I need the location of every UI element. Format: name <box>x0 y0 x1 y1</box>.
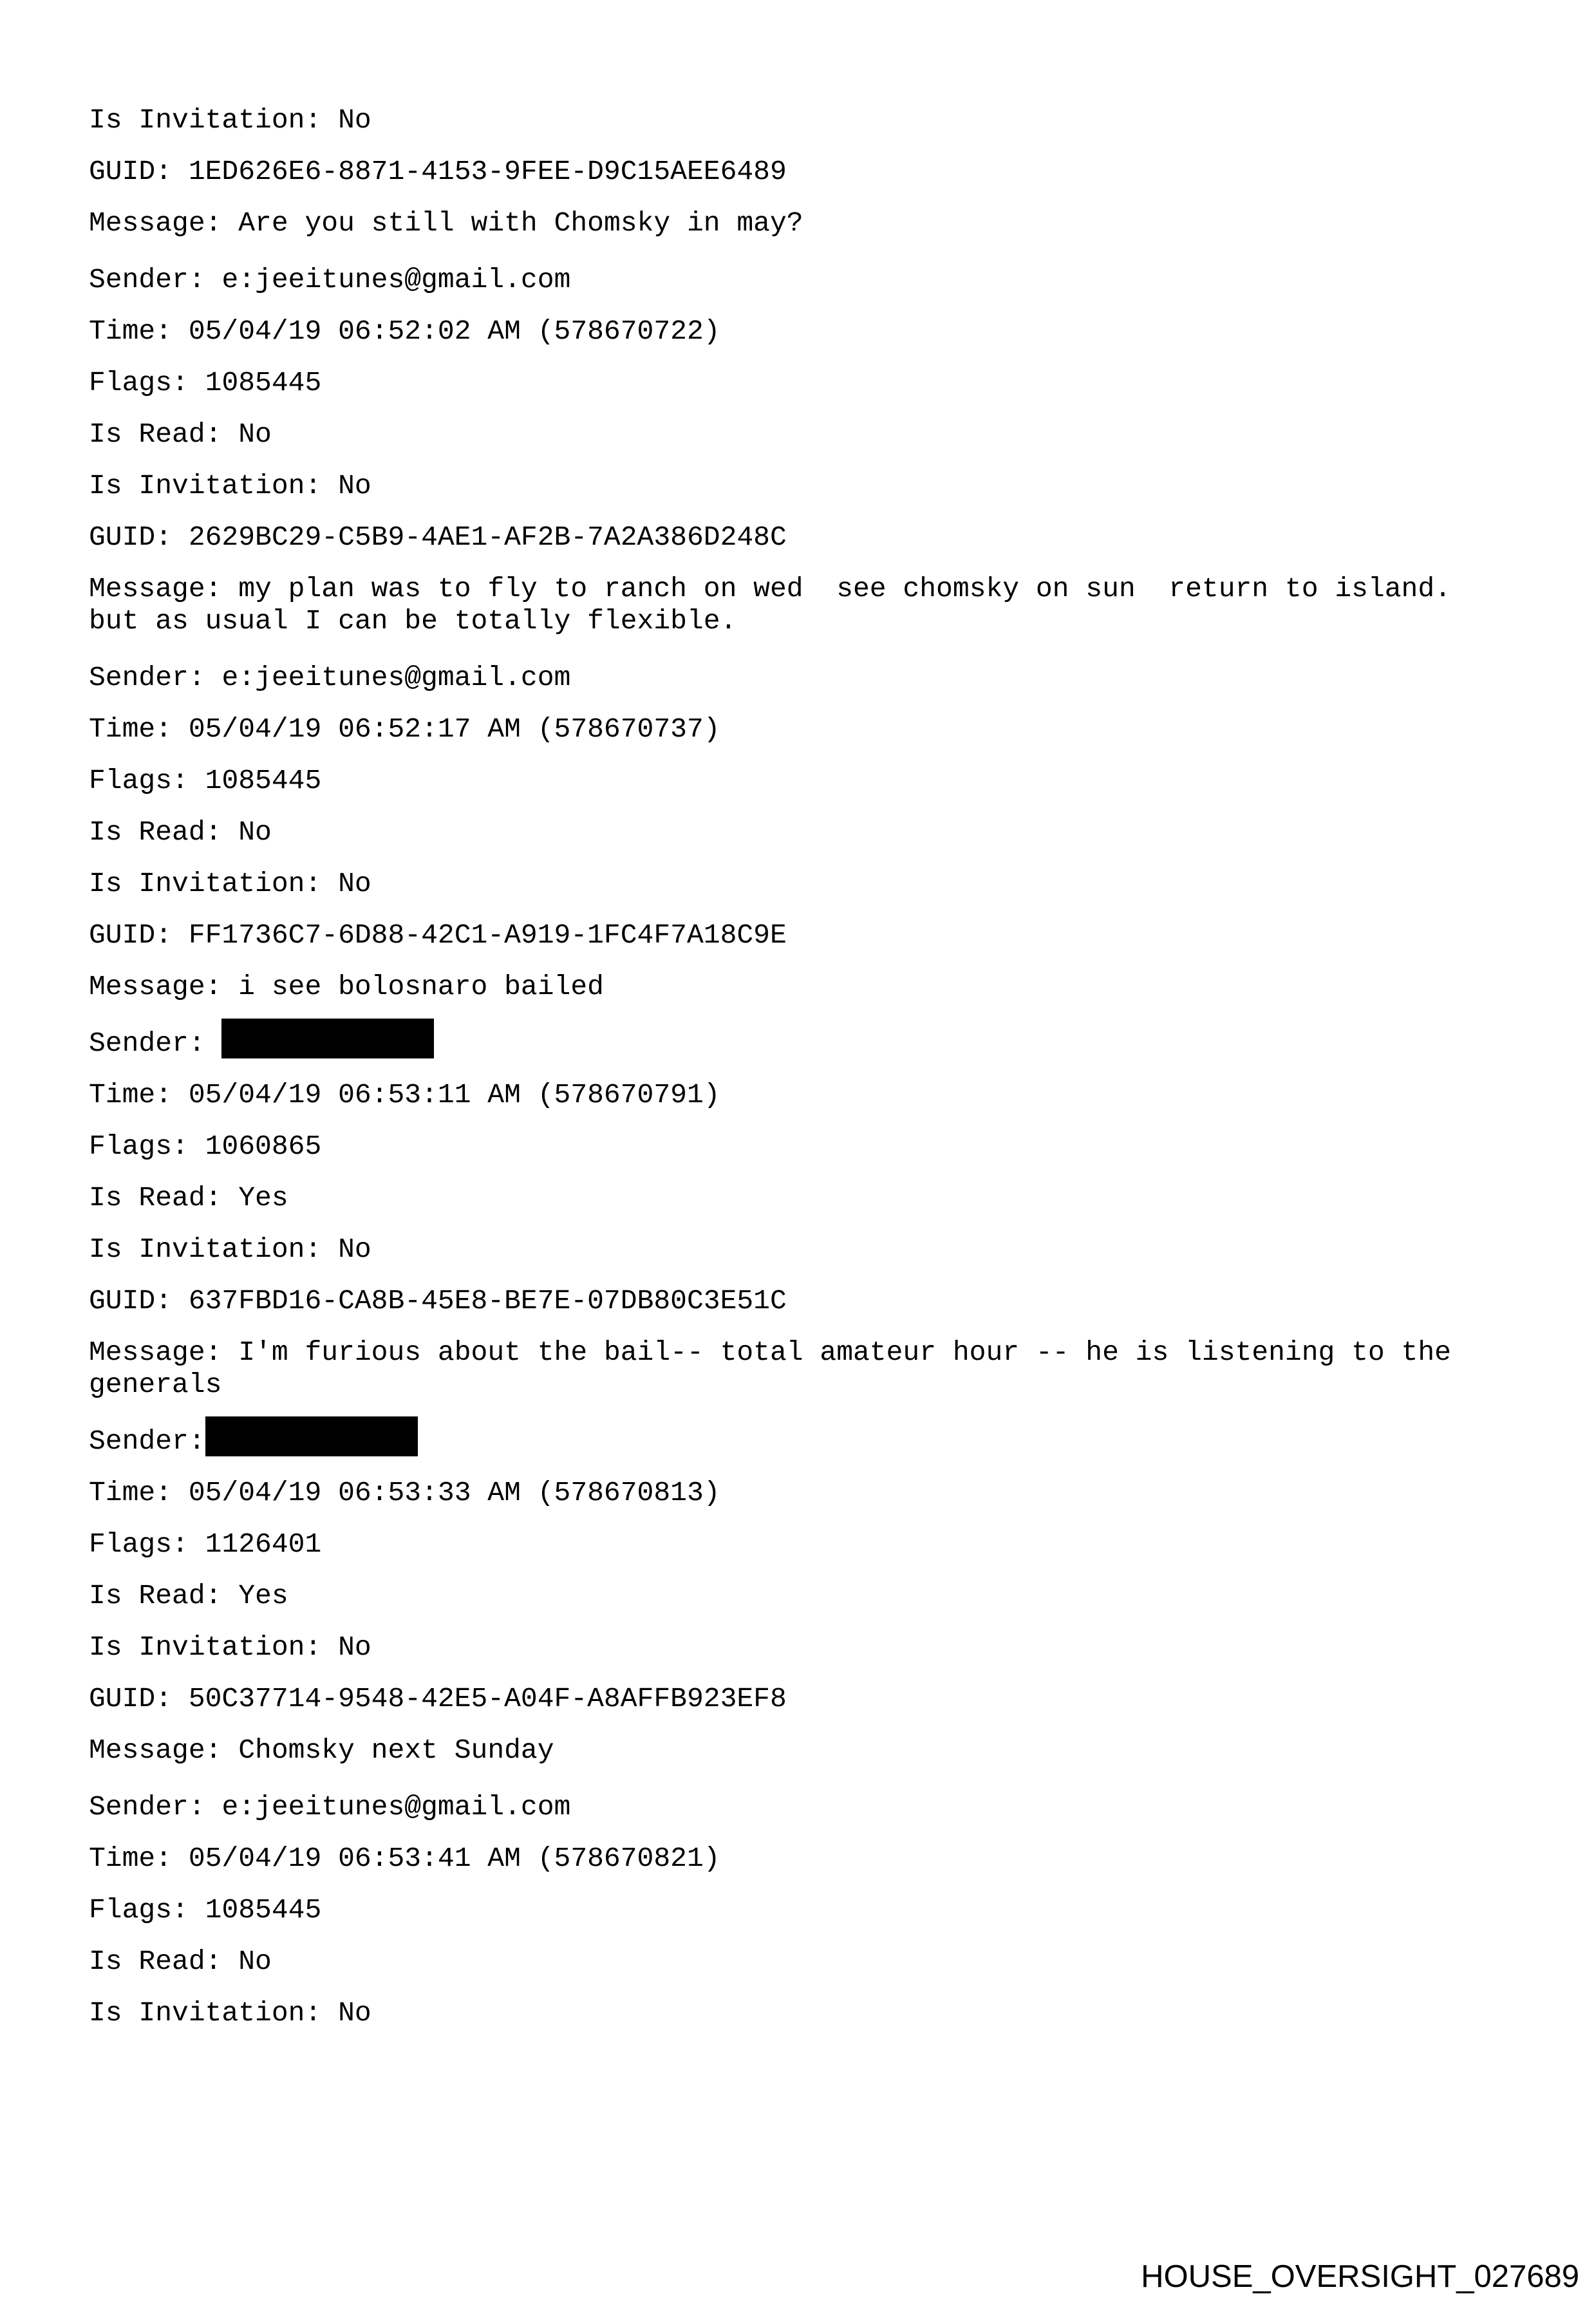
field-line <box>89 1946 1544 1978</box>
message-log <box>89 104 1544 2049</box>
field-line <box>89 1683 1544 1715</box>
field-label: Is Invitation: <box>89 868 339 899</box>
field-label: Message: <box>89 573 239 605</box>
field-label: Flags: <box>89 1131 205 1162</box>
field-value: 1085445 <box>205 765 322 796</box>
field-value: Yes <box>238 1182 288 1214</box>
field-line <box>89 207 1544 240</box>
field-value: FF1736C7-6D88-42C1-A919-1FC4F7A18C9E <box>188 919 787 951</box>
field-line <box>89 662 1544 694</box>
field-value: 05/04/19 06:52:02 AM (578670722) <box>188 315 720 347</box>
field-value: Yes <box>238 1580 288 1612</box>
field-line <box>89 868 1544 900</box>
field-line <box>89 156 1544 188</box>
field-label: Time: <box>89 1843 189 1874</box>
bates-number: HOUSE_OVERSIGHT_027689 <box>1141 2259 1579 2294</box>
field-line <box>89 367 1544 399</box>
field-line <box>89 1997 1544 2029</box>
field-line <box>89 1580 1544 1612</box>
field-line <box>89 470 1544 502</box>
field-label: Message: <box>89 1734 239 1766</box>
field-label: Message: <box>89 971 239 1002</box>
field-label: GUID: <box>89 156 189 187</box>
field-label: Time: <box>89 1477 189 1509</box>
field-value: No <box>238 816 272 848</box>
field-line <box>89 1028 1544 1060</box>
field-value: 1060865 <box>205 1131 322 1162</box>
field-line <box>89 1631 1544 1664</box>
message-continuation-line: generals <box>89 1369 222 1400</box>
field-value: No <box>238 418 272 450</box>
field-label: Is Read: <box>89 816 239 848</box>
field-line <box>89 418 1544 451</box>
field-value: 05/04/19 06:53:11 AM (578670791) <box>188 1079 720 1111</box>
field-line <box>89 1425 1544 1458</box>
field-value: 05/04/19 06:52:17 AM (578670737) <box>188 713 720 745</box>
field-label: Message: <box>89 207 239 239</box>
field-label: Time: <box>89 1079 189 1111</box>
field-line <box>89 1131 1544 1163</box>
field-line <box>89 919 1544 952</box>
field-line <box>89 971 1544 1003</box>
field-value: my plan was to fly to ranch on wed see chomsky on sun return to island. <box>238 573 1451 605</box>
field-label: Is Read: <box>89 418 239 450</box>
field-line <box>89 1843 1544 1875</box>
field-label: Time: <box>89 713 189 745</box>
field-line <box>89 1528 1544 1561</box>
field-label: GUID: <box>89 919 189 951</box>
field-line <box>89 1337 1544 1401</box>
field-line <box>89 1234 1544 1266</box>
field-line <box>89 765 1544 797</box>
field-label: Is Invitation: <box>89 1997 339 2029</box>
field-label: Time: <box>89 315 189 347</box>
field-value: 1ED626E6-8871-4153-9FEE-D9C15AEE6489 <box>188 156 787 187</box>
field-line <box>89 573 1544 637</box>
field-value: 637FBD16-CA8B-45E8-BE7E-07DB80C3E51C <box>188 1285 787 1317</box>
field-value: No <box>338 1631 371 1663</box>
field-label: Is Invitation: <box>89 470 339 502</box>
field-label: Is Read: <box>89 1580 239 1612</box>
field-label: Is Read: <box>89 1946 239 1977</box>
field-label: Sender: <box>89 1028 222 1059</box>
field-line <box>89 315 1544 348</box>
field-label: GUID: <box>89 1683 189 1715</box>
field-value: No <box>238 1946 272 1977</box>
redaction-box <box>205 1433 418 1449</box>
field-label: GUID: <box>89 522 189 553</box>
field-value: 1085445 <box>205 367 322 399</box>
field-line <box>89 1894 1544 1926</box>
field-line <box>89 1182 1544 1214</box>
field-value: 2629BC29-C5B9-4AE1-AF2B-7A2A386D248C <box>188 522 787 553</box>
field-value: I'm furious about the bail-- total amateur hour -- he is listening to the <box>238 1337 1451 1368</box>
field-label: Is Invitation: <box>89 1234 339 1265</box>
field-label: Flags: <box>89 1528 205 1560</box>
field-label: Flags: <box>89 765 205 796</box>
field-value: i see bolosnaro bailed <box>238 971 604 1002</box>
field-value: No <box>338 470 371 502</box>
field-line <box>89 1285 1544 1317</box>
field-line <box>89 1734 1544 1767</box>
redaction-box <box>221 1035 434 1051</box>
field-value: e:jeeitunes@gmail.com <box>221 264 571 296</box>
field-value: No <box>338 104 371 136</box>
field-label: Is Invitation: <box>89 1631 339 1663</box>
field-value: 1085445 <box>205 1894 322 1926</box>
field-label: Sender: <box>89 264 222 296</box>
field-line <box>89 522 1544 554</box>
field-line <box>89 713 1544 746</box>
field-value: No <box>338 1997 371 2029</box>
field-line <box>89 816 1544 849</box>
field-value: 50C37714-9548-42E5-A04F-A8AFFB923EF8 <box>188 1683 787 1715</box>
field-label: Sender: <box>89 662 222 693</box>
field-line <box>89 104 1544 136</box>
field-value: Are you still with Chomsky in may? <box>238 207 803 239</box>
field-label: Is Read: <box>89 1182 239 1214</box>
field-value: 05/04/19 06:53:41 AM (578670821) <box>188 1843 720 1874</box>
field-value: e:jeeitunes@gmail.com <box>221 1791 571 1823</box>
field-value: 05/04/19 06:53:33 AM (578670813) <box>188 1477 720 1509</box>
field-value: No <box>338 1234 371 1265</box>
field-value: No <box>338 868 371 899</box>
field-line <box>89 264 1544 296</box>
field-label: Message: <box>89 1337 239 1368</box>
field-line <box>89 1079 1544 1111</box>
field-line <box>89 1791 1544 1823</box>
field-value: e:jeeitunes@gmail.com <box>221 662 571 693</box>
field-label: Is Invitation: <box>89 104 339 136</box>
field-label: GUID: <box>89 1285 189 1317</box>
field-line <box>89 1477 1544 1509</box>
message-continuation-line: but as usual I can be totally flexible. <box>89 605 737 637</box>
field-label: Sender: <box>89 1791 222 1823</box>
field-value: 1126401 <box>205 1528 322 1560</box>
field-label: Flags: <box>89 1894 205 1926</box>
field-label: Flags: <box>89 367 205 399</box>
field-label: Sender: <box>89 1425 205 1457</box>
field-value: Chomsky next Sunday <box>238 1734 554 1766</box>
